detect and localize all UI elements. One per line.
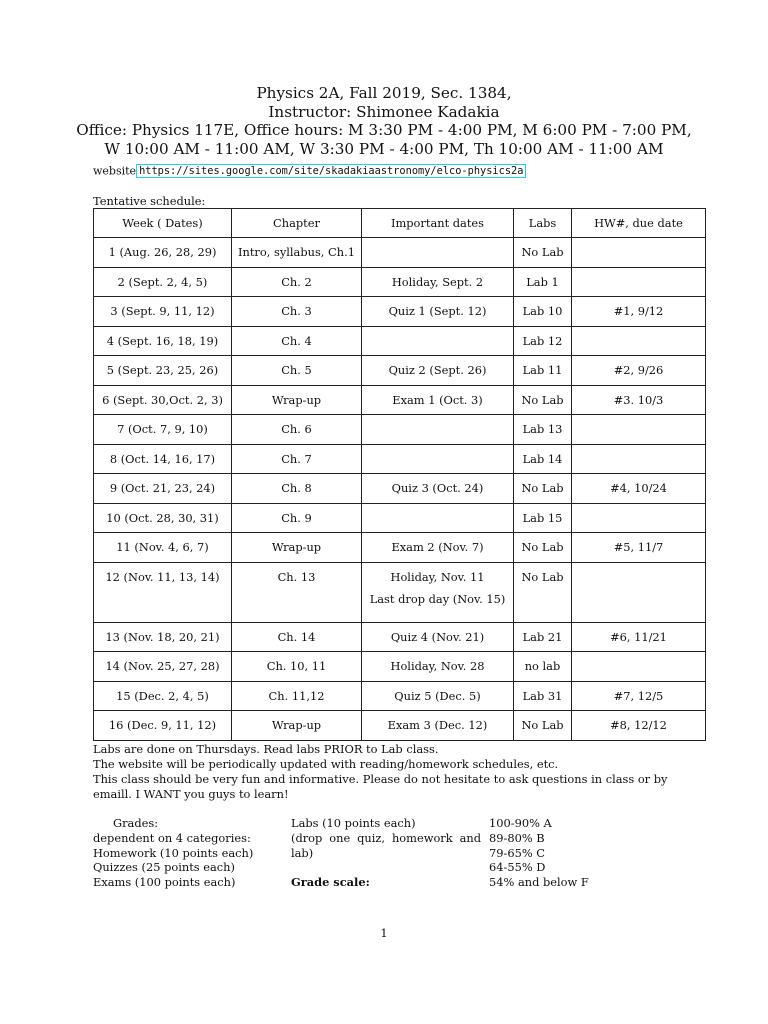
table-cell: Ch. 11,12 — [232, 681, 362, 711]
table-cell: Ch. 14 — [232, 622, 362, 652]
grades-categories — [93, 816, 273, 890]
table-cell: Lab 13 — [514, 415, 572, 445]
table-cell: #4, 10/24 — [572, 474, 706, 504]
drop-note: (drop one quiz, homework and lab) — [291, 830, 481, 860]
table-row — [94, 356, 706, 386]
column-header-homework: HW#, due date — [572, 209, 706, 238]
table-cell: no lab — [514, 652, 572, 682]
course-title: Physics 2A, Fall 2019, Sec. 1384, — [256, 84, 512, 102]
table-row — [94, 622, 706, 652]
instructor-line: Instructor: Shimonee Kadakia — [268, 102, 500, 121]
table-row — [94, 238, 706, 268]
table-cell: 4 (Sept. 16, 18, 19) — [94, 326, 232, 356]
table-row — [94, 503, 706, 533]
table-cell — [362, 415, 514, 445]
table-cell: Quiz 5 (Dec. 5) — [362, 681, 514, 711]
table-cell: Ch. 4 — [232, 326, 362, 356]
table-cell: 8 (Oct. 14, 16, 17) — [94, 444, 232, 474]
table-cell: 15 (Dec. 2, 4, 5) — [94, 681, 232, 711]
table-cell — [572, 415, 706, 445]
table-cell: 11 (Nov. 4, 6, 7) — [94, 533, 232, 563]
grade-scale-label: Grade scale: — [291, 875, 370, 890]
table-cell: 1 (Aug. 26, 28, 29) — [94, 238, 232, 268]
document-header — [0, 84, 768, 158]
website-line — [93, 164, 526, 178]
table-row — [94, 415, 706, 445]
grade-b: 89-80% B — [489, 830, 545, 845]
website-link[interactable]: https://sites.google.com/site/skadakiaastronomy/elco-physics2a — [136, 164, 526, 178]
notes-section — [93, 742, 683, 802]
table-cell: Wrap-up — [232, 385, 362, 415]
table-cell: Ch. 8 — [232, 474, 362, 504]
table-cell — [572, 503, 706, 533]
labs-category: Labs (10 points each) — [291, 816, 416, 830]
website-label: website — [93, 164, 137, 178]
table-row — [94, 681, 706, 711]
page-number: 1 — [380, 926, 388, 940]
table-cell: 14 (Nov. 25, 27, 28) — [94, 652, 232, 682]
table-cell: Lab 21 — [514, 622, 572, 652]
schedule-label: Tentative schedule: — [93, 194, 206, 208]
grade-scale — [489, 816, 649, 890]
grades-labs — [291, 816, 481, 890]
table-cell: #8, 12/12 — [572, 711, 706, 741]
table-row — [94, 533, 706, 563]
schedule-header-row — [94, 209, 706, 238]
quizzes-category: Quizzes (25 points each) — [93, 860, 235, 875]
table-cell — [572, 238, 706, 268]
exams-category: Exams (100 points each) — [93, 875, 236, 890]
column-header-important-dates: Important dates — [362, 209, 514, 238]
table-cell: #3. 10/3 — [572, 385, 706, 415]
table-row — [94, 711, 706, 741]
table-cell: 9 (Oct. 21, 23, 24) — [94, 474, 232, 504]
table-cell — [572, 562, 706, 622]
table-row — [94, 474, 706, 504]
table-row — [94, 444, 706, 474]
table-cell: No Lab — [514, 238, 572, 268]
categories-intro: dependent on 4 categories: — [93, 830, 251, 845]
office-hours-line-1: Office: Physics 117E, Office hours: M 3:30 PM - 4:00 PM, M 6:00 PM - 7:00 PM, — [76, 121, 692, 139]
table-cell: Lab 15 — [514, 503, 572, 533]
table-cell: 12 (Nov. 11, 13, 14) — [94, 562, 232, 622]
table-cell: Ch. 7 — [232, 444, 362, 474]
labs-note: Labs are done on Thursdays. Read labs PRIOR to Lab class. — [93, 742, 439, 756]
table-cell: Exam 2 (Nov. 7) — [362, 533, 514, 563]
grade-d: 64-55% D — [489, 860, 546, 875]
table-cell: Ch. 3 — [232, 297, 362, 327]
table-cell: 7 (Oct. 7, 9, 10) — [94, 415, 232, 445]
table-cell: 3 (Sept. 9, 11, 12) — [94, 297, 232, 327]
table-cell: Quiz 2 (Sept. 26) — [362, 356, 514, 386]
table-cell: #1, 9/12 — [572, 297, 706, 327]
class-note: This class should be very fun and informative. Please do not hesitate to ask questions in class or by emaill. I WANT you guys to learn! — [93, 772, 668, 801]
table-row — [94, 326, 706, 356]
table-cell: Lab 11 — [514, 356, 572, 386]
office-hours-line-2: W 10:00 AM - 11:00 AM, W 3:30 PM - 4:00 PM, Th 10:00 AM - 11:00 AM — [104, 139, 664, 158]
table-cell: Ch. 13 — [232, 562, 362, 622]
table-cell: No Lab — [514, 562, 572, 622]
table-cell: 16 (Dec. 9, 11, 12) — [94, 711, 232, 741]
grade-c: 79-65% C — [489, 845, 545, 860]
table-cell: 2 (Sept. 2, 4, 5) — [94, 267, 232, 297]
table-cell: Quiz 1 (Sept. 12) — [362, 297, 514, 327]
table-row — [94, 385, 706, 415]
table-cell — [572, 326, 706, 356]
table-cell — [572, 652, 706, 682]
holiday-text: Holiday, Nov. 11 — [390, 569, 485, 584]
table-cell: #5, 11/7 — [572, 533, 706, 563]
table-cell — [572, 444, 706, 474]
grade-a: 100-90% A — [489, 816, 552, 830]
table-cell: Quiz 3 (Oct. 24) — [362, 474, 514, 504]
table-row — [94, 562, 706, 622]
table-cell: 6 (Sept. 30,Oct. 2, 3) — [94, 385, 232, 415]
column-header-labs: Labs — [514, 209, 572, 238]
table-cell: 13 (Nov. 18, 20, 21) — [94, 622, 232, 652]
table-cell — [362, 444, 514, 474]
table-cell: Exam 3 (Dec. 12) — [362, 711, 514, 741]
table-cell: Holiday, Sept. 2 — [362, 267, 514, 297]
table-cell: Ch. 6 — [232, 415, 362, 445]
table-row — [94, 297, 706, 327]
table-cell: #6, 11/21 — [572, 622, 706, 652]
grades-title: Grades: — [113, 816, 159, 830]
table-cell: Ch. 2 — [232, 267, 362, 297]
table-cell — [362, 238, 514, 268]
table-cell: Ch. 9 — [232, 503, 362, 533]
table-row — [94, 267, 706, 297]
table-cell: Ch. 10, 11 — [232, 652, 362, 682]
table-row — [94, 652, 706, 682]
table-cell — [362, 503, 514, 533]
table-cell: Lab 10 — [514, 297, 572, 327]
table-cell: Ch. 5 — [232, 356, 362, 386]
table-cell: No Lab — [514, 474, 572, 504]
grade-f: 54% and below F — [489, 875, 589, 890]
last-drop-day-text: Last drop day (Nov. 15) — [369, 591, 506, 606]
homework-category: Homework (10 points each) — [93, 845, 254, 860]
table-cell: Lab 12 — [514, 326, 572, 356]
table-cell: Exam 1 (Oct. 3) — [362, 385, 514, 415]
schedule-table — [93, 208, 706, 741]
table-cell: No Lab — [514, 533, 572, 563]
website-note: The website will be periodically updated with reading/homework schedules, etc. — [93, 757, 559, 771]
table-cell: Wrap-up — [232, 533, 362, 563]
table-cell: Quiz 4 (Nov. 21) — [362, 622, 514, 652]
table-cell: 5 (Sept. 23, 25, 26) — [94, 356, 232, 386]
table-cell: Wrap-up — [232, 711, 362, 741]
table-cell — [362, 562, 514, 622]
table-cell: Holiday, Nov. 28 — [362, 652, 514, 682]
table-cell: 10 (Oct. 28, 30, 31) — [94, 503, 232, 533]
table-cell: Lab 31 — [514, 681, 572, 711]
table-cell: Intro, syllabus, Ch.1 — [232, 238, 362, 268]
table-cell — [572, 267, 706, 297]
table-cell: #2, 9/26 — [572, 356, 706, 386]
table-cell — [362, 326, 514, 356]
column-header-week: Week ( Dates) — [94, 209, 232, 238]
spacer — [291, 860, 481, 875]
table-cell: #7, 12/5 — [572, 681, 706, 711]
table-cell: No Lab — [514, 711, 572, 741]
table-cell: No Lab — [514, 385, 572, 415]
table-cell: Lab 1 — [514, 267, 572, 297]
table-cell: Lab 14 — [514, 444, 572, 474]
column-header-chapter: Chapter — [232, 209, 362, 238]
